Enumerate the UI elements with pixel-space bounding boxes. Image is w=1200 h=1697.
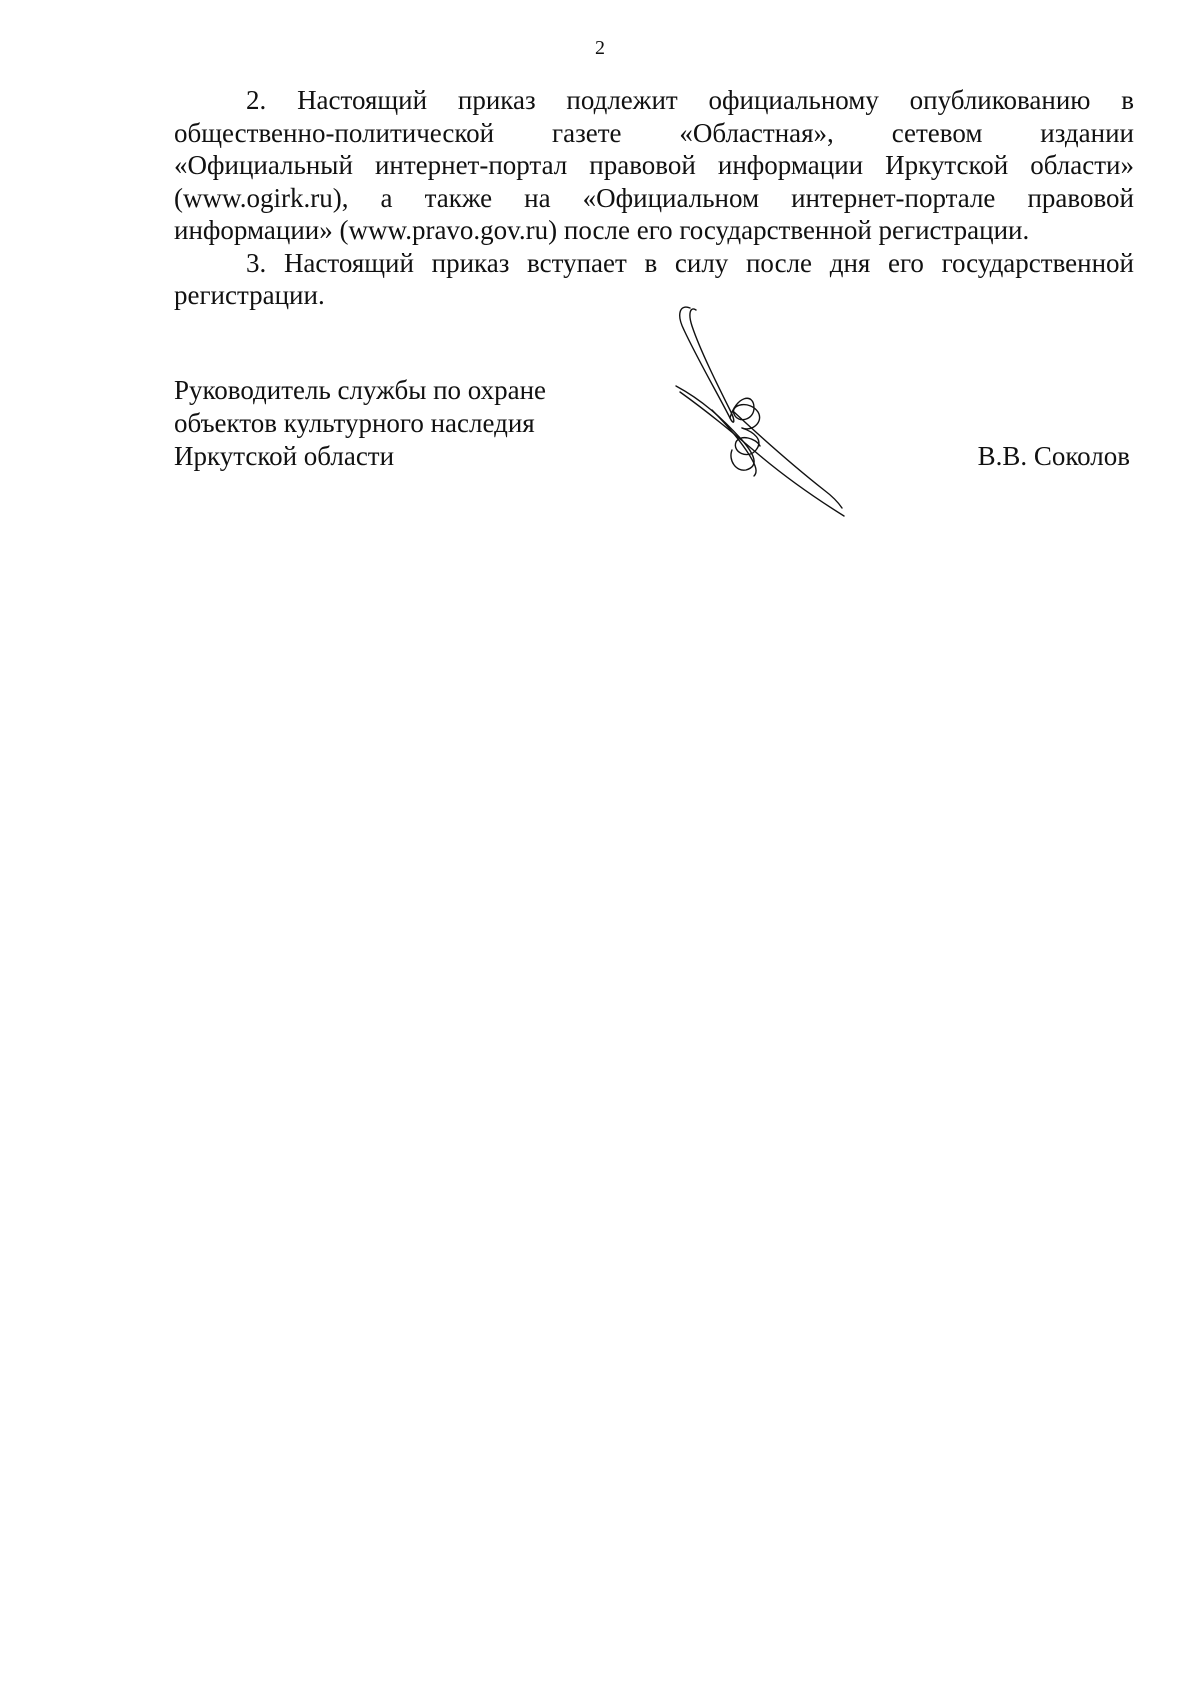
document-body xyxy=(174,84,1134,312)
signatory-position-line: Руководитель службы по охране xyxy=(174,375,547,405)
paragraph-3-number: 3. xyxy=(246,247,267,278)
paragraph-2-line: информации» (www.pravo.gov.ru) после его государственной регистрации. xyxy=(174,215,1030,245)
handwritten-signature xyxy=(672,300,872,540)
paragraph-2-number: 2. xyxy=(246,85,267,115)
paragraph-2-line: «Официальный интернет-портал правовой информации Иркутской области» xyxy=(174,150,1134,180)
paragraph-3-line-1-text: Настоящий приказ вступает в силу после дня его государственной xyxy=(283,247,1134,278)
signatory-position-line: Иркутской области xyxy=(174,441,395,471)
paragraph-2-line: (www.ogirk.ru), а также на «Официальном интернет-портале правовой xyxy=(174,182,1134,213)
signatory-position xyxy=(174,374,546,473)
signatory-position-line: объектов культурного наследия xyxy=(174,408,535,438)
paragraph-3-line: регистрации. xyxy=(174,280,325,310)
paragraph-3 xyxy=(174,247,1134,312)
paragraph-3-line xyxy=(174,247,1134,280)
paragraph-2-line-1-text: Настоящий приказ подлежит официальному опубликованию в xyxy=(297,85,1134,115)
page-number: 2 xyxy=(595,37,605,59)
paragraph-2 xyxy=(174,84,1134,247)
paragraph-2-line: общественно-политической газете «Областная», сетевом издании xyxy=(174,117,1134,148)
paragraph-2-line xyxy=(174,84,1134,117)
signatory-name: В.В. Соколов xyxy=(977,441,1130,471)
